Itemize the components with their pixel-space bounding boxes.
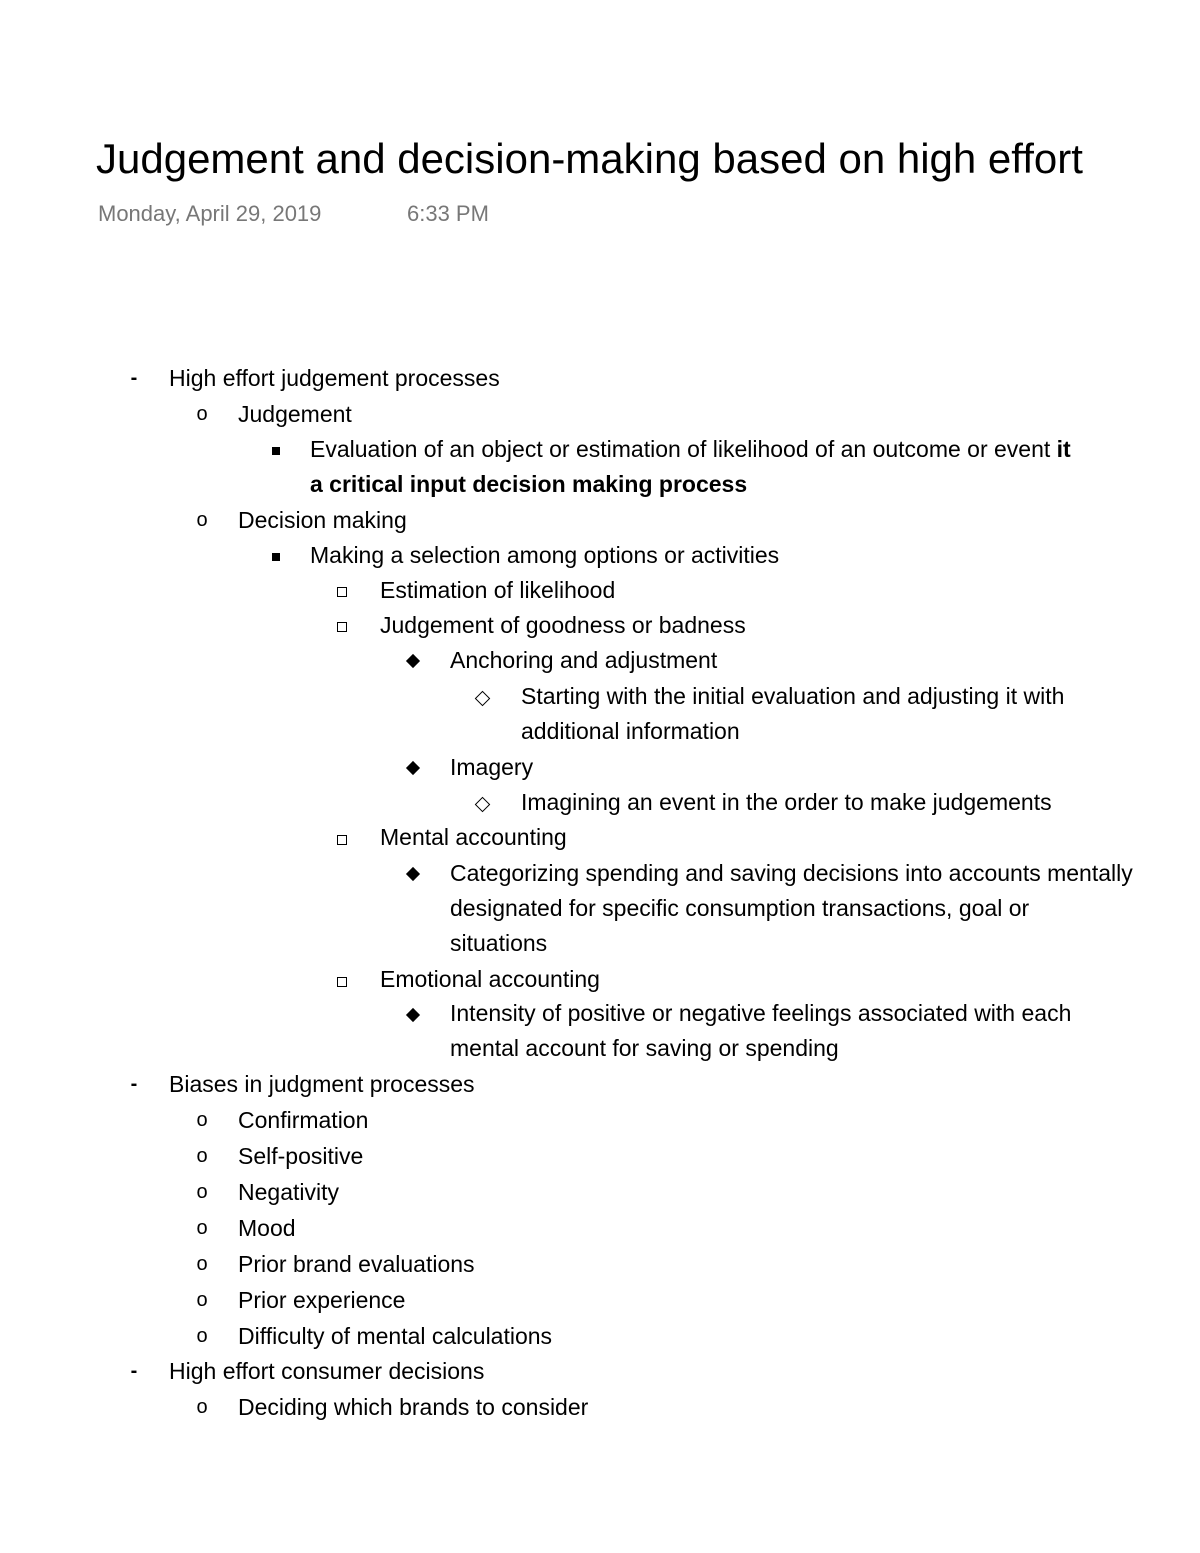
circle-bullet-icon: o <box>196 1253 208 1275</box>
note-date: Monday, April 29, 2019 <box>98 201 322 226</box>
open-diamond-bullet-icon <box>475 797 491 813</box>
dash-bullet-icon: - <box>130 1360 138 1382</box>
open-square-bullet-icon <box>337 977 347 987</box>
circle-bullet-icon: o <box>196 1145 208 1167</box>
open-square-bullet-icon <box>337 622 347 632</box>
judgement-definition: Evaluation of an object or estimation of likelihood of an outcome or event <box>310 436 1057 462</box>
outline-item-level1: High effort consumer decisions <box>169 1358 485 1384</box>
bias-item: Prior experience <box>238 1287 406 1313</box>
outline-item-level5-continued: situations <box>450 930 548 956</box>
outline-item-level6-continued: additional information <box>521 718 740 744</box>
outline-item-level5: Anchoring and adjustment <box>450 647 718 673</box>
circle-bullet-icon: o <box>196 1181 208 1203</box>
page-title: Judgement and decision-making based on high effort <box>96 135 1083 182</box>
outline-item-level6: Starting with the initial evaluation and adjusting it with <box>521 683 1065 709</box>
outline-item-level2: Judgement <box>238 401 352 427</box>
circle-bullet-icon: o <box>196 509 208 531</box>
outline-item-level5: Imagery <box>450 754 534 780</box>
judgement-definition-emphasis: it <box>1056 436 1071 462</box>
diamond-bullet-icon <box>406 1008 420 1022</box>
bias-item: Mood <box>238 1215 296 1241</box>
bias-item: Difficulty of mental calculations <box>238 1323 553 1349</box>
note-time: 6:33 PM <box>407 201 489 226</box>
diamond-bullet-icon <box>406 654 420 668</box>
outline-item-level3-continued: a critical input decision making process <box>310 471 748 497</box>
outline-item-level4: Judgement of goodness or badness <box>380 612 746 638</box>
outline-item-level1: Biases in judgment processes <box>169 1071 475 1097</box>
outline-item-level3 <box>310 432 1071 467</box>
outline-item-level5: Intensity of positive or negative feelings associated with each <box>450 1000 1072 1026</box>
outline-item-level2: Deciding which brands to consider <box>238 1394 589 1420</box>
outline-item-level4: Emotional accounting <box>380 966 600 992</box>
square-bullet-icon <box>272 447 280 455</box>
outline-item-level5-continued: designated for specific consumption transactions, goal or <box>450 895 1030 921</box>
outline-item-level5-continued: mental account for saving or spending <box>450 1035 839 1061</box>
circle-bullet-icon: o <box>196 1109 208 1131</box>
bias-item: Confirmation <box>238 1107 369 1133</box>
open-square-bullet-icon <box>337 587 347 597</box>
outline-item-level1: High effort judgement processes <box>169 365 500 391</box>
outline-item-level3: Making a selection among options or activities <box>310 542 780 568</box>
outline-item-level5: Categorizing spending and saving decisions into accounts mentally <box>450 860 1133 886</box>
diamond-bullet-icon <box>406 867 420 881</box>
circle-bullet-icon: o <box>196 403 208 425</box>
dash-bullet-icon: - <box>130 367 138 389</box>
bias-item: Negativity <box>238 1179 339 1205</box>
circle-bullet-icon: o <box>196 1396 208 1418</box>
bias-item: Prior brand evaluations <box>238 1251 475 1277</box>
open-square-bullet-icon <box>337 835 347 845</box>
circle-bullet-icon: o <box>196 1217 208 1239</box>
outline-item-level4: Estimation of likelihood <box>380 577 616 603</box>
outline-item-level6: Imagining an event in the order to make judgements <box>521 789 1052 815</box>
diamond-bullet-icon <box>406 761 420 775</box>
outline-item-level4: Mental accounting <box>380 824 567 850</box>
dash-bullet-icon: - <box>130 1073 138 1095</box>
open-diamond-bullet-icon <box>475 691 491 707</box>
square-bullet-icon <box>272 553 280 561</box>
bias-item: Self-positive <box>238 1143 364 1169</box>
circle-bullet-icon: o <box>196 1289 208 1311</box>
outline-item-level2: Decision making <box>238 507 407 533</box>
circle-bullet-icon: o <box>196 1325 208 1347</box>
